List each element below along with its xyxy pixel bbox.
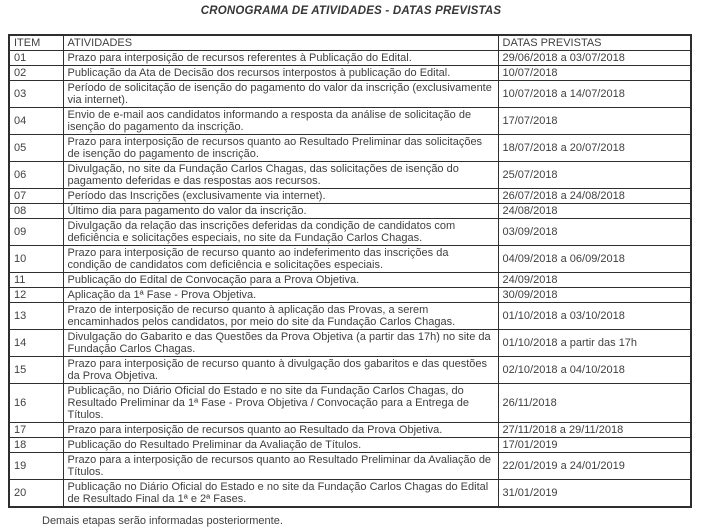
table-row bbox=[9, 162, 691, 189]
data-prevista-cell: 03/09/2018 bbox=[498, 219, 691, 246]
column-header-item: ITEM bbox=[9, 35, 63, 51]
data-prevista-cell: 18/07/2018 a 20/07/2018 bbox=[498, 135, 691, 162]
item-cell: 13 bbox=[9, 303, 63, 330]
atividade-cell: Envio de e-mail aos candidatos informando a resposta da análise de solicitação de isenção do pagamento da inscrição. bbox=[63, 108, 498, 135]
table-row bbox=[9, 135, 691, 162]
atividade-cell: Período de solicitação de isenção do pagamento do valor da inscrição (exclusivamente via internet). bbox=[63, 81, 498, 108]
item-cell: 20 bbox=[9, 480, 63, 508]
item-cell: 16 bbox=[9, 384, 63, 423]
table-row bbox=[9, 384, 691, 423]
table-row bbox=[9, 357, 691, 384]
table-row bbox=[9, 66, 691, 81]
item-cell: 04 bbox=[9, 108, 63, 135]
table-row bbox=[9, 51, 691, 66]
data-prevista-cell: 24/09/2018 bbox=[498, 273, 691, 288]
table-row bbox=[9, 453, 691, 480]
table-row bbox=[9, 189, 691, 204]
item-cell: 03 bbox=[9, 81, 63, 108]
document-title: CRONOGRAMA DE ATIVIDADES - DATAS PREVISTAS bbox=[200, 5, 502, 17]
atividade-cell: Aplicação da 1ª Fase - Prova Objetiva. bbox=[63, 288, 498, 303]
data-prevista-cell: 10/07/2018 bbox=[498, 66, 691, 81]
column-header-atividades: ATIVIDADES bbox=[63, 35, 498, 51]
item-cell: 11 bbox=[9, 273, 63, 288]
table-row bbox=[9, 81, 691, 108]
data-prevista-cell: 26/07/2018 a 24/08/2018 bbox=[498, 189, 691, 204]
atividade-cell: Prazo para a interposição de recursos quanto ao Resultado Preliminar da Avaliação de Títulos. bbox=[63, 453, 498, 480]
table-row bbox=[9, 480, 691, 508]
data-prevista-cell: 17/01/2019 bbox=[498, 438, 691, 453]
atividade-cell: Publicação do Resultado Preliminar da Avaliação de Títulos. bbox=[63, 438, 498, 453]
data-prevista-cell: 31/01/2019 bbox=[498, 480, 691, 508]
data-prevista-cell: 25/07/2018 bbox=[498, 162, 691, 189]
item-cell: 09 bbox=[9, 219, 63, 246]
atividade-cell: Divulgação do Gabarito e das Questões da Prova Objetiva (a partir das 17h) no site da Fundação Carlos Chagas. bbox=[63, 330, 498, 357]
atividade-cell: Prazo para interposição de recurso quanto à divulgação dos gabaritos e das questões da Prova Objetiva. bbox=[63, 357, 498, 384]
item-cell: 07 bbox=[9, 189, 63, 204]
atividade-cell: Publicação da Ata de Decisão dos recursos interpostos à publicação do Edital. bbox=[63, 66, 498, 81]
atividade-cell: Publicação, no Diário Oficial do Estado e no site da Fundação Carlos Chagas, do Resultado Preliminar da 1ª Fase - Prova Objetiva / Convocação para a Entrega de Títulos. bbox=[63, 384, 498, 423]
item-cell: 06 bbox=[9, 162, 63, 189]
item-cell: 19 bbox=[9, 453, 63, 480]
table-row bbox=[9, 108, 691, 135]
data-prevista-cell: 30/09/2018 bbox=[498, 288, 691, 303]
data-prevista-cell: 17/07/2018 bbox=[498, 108, 691, 135]
atividade-cell: Prazo de interposição de recurso quanto à aplicação das Provas, a serem encaminhados pelos candidatos, por meio do site da Fundação Carlos Chagas. bbox=[63, 303, 498, 330]
atividade-cell: Publicação do Edital de Convocação para a Prova Objetiva. bbox=[63, 273, 498, 288]
atividade-cell: Divulgação da relação das inscrições deferidas da condição de candidatos com deficiência e solicitações especiais, no site da Fundação Carlos Chagas. bbox=[63, 219, 498, 246]
footer-note: Demais etapas serão informadas posteriormente. bbox=[42, 515, 283, 527]
data-prevista-cell: 24/08/2018 bbox=[498, 204, 691, 219]
item-cell: 05 bbox=[9, 135, 63, 162]
data-prevista-cell: 22/01/2019 a 24/01/2019 bbox=[498, 453, 691, 480]
item-cell: 12 bbox=[9, 288, 63, 303]
column-header-datas-previstas: DATAS PREVISTAS bbox=[498, 35, 691, 51]
item-cell: 10 bbox=[9, 246, 63, 273]
data-prevista-cell: 01/10/2018 a partir das 17h bbox=[498, 330, 691, 357]
table-row bbox=[9, 423, 691, 438]
atividade-cell: Último dia para pagamento do valor da inscrição. bbox=[63, 204, 498, 219]
data-prevista-cell: 26/11/2018 bbox=[498, 384, 691, 423]
item-cell: 18 bbox=[9, 438, 63, 453]
item-cell: 02 bbox=[9, 66, 63, 81]
atividade-cell: Prazo para interposição de recursos referentes à Publicação do Edital. bbox=[63, 51, 498, 66]
table-header-row bbox=[9, 35, 691, 51]
data-prevista-cell: 04/09/2018 a 06/09/2018 bbox=[498, 246, 691, 273]
data-prevista-cell: 27/11/2018 a 29/11/2018 bbox=[498, 423, 691, 438]
table-row bbox=[9, 288, 691, 303]
table-row bbox=[9, 303, 691, 330]
table-row bbox=[9, 330, 691, 357]
table-row bbox=[9, 438, 691, 453]
item-cell: 08 bbox=[9, 204, 63, 219]
table-row bbox=[9, 246, 691, 273]
schedule-table bbox=[8, 34, 692, 508]
item-cell: 15 bbox=[9, 357, 63, 384]
atividade-cell: Período das Inscrições (exclusivamente via internet). bbox=[63, 189, 498, 204]
table-row bbox=[9, 204, 691, 219]
atividade-cell: Prazo para interposição de recurso quanto ao indeferimento das inscrições da condição de candidatos com deficiência e solicitações especiais. bbox=[63, 246, 498, 273]
atividade-cell: Prazo para interposição de recursos quanto ao Resultado da Prova Objetiva. bbox=[63, 423, 498, 438]
data-prevista-cell: 02/10/2018 a 04/10/2018 bbox=[498, 357, 691, 384]
data-prevista-cell: 01/10/2018 a 03/10/2018 bbox=[498, 303, 691, 330]
item-cell: 01 bbox=[9, 51, 63, 66]
item-cell: 14 bbox=[9, 330, 63, 357]
atividade-cell: Prazo para interposição de recursos quanto ao Resultado Preliminar das solicitações de isenção do pagamento de inscrição. bbox=[63, 135, 498, 162]
schedule-table-body bbox=[9, 51, 691, 508]
table-row bbox=[9, 219, 691, 246]
data-prevista-cell: 29/06/2018 a 03/07/2018 bbox=[498, 51, 691, 66]
item-cell: 17 bbox=[9, 423, 63, 438]
atividade-cell: Publicação no Diário Oficial do Estado e no site da Fundação Carlos Chagas do Edital de Resultado Final da 1ª e 2ª Fases. bbox=[63, 480, 498, 508]
atividade-cell: Divulgação, no site da Fundação Carlos Chagas, das solicitações de isenção do pagamento deferidas e das respostas aos recursos. bbox=[63, 162, 498, 189]
data-prevista-cell: 10/07/2018 a 14/07/2018 bbox=[498, 81, 691, 108]
table-row bbox=[9, 273, 691, 288]
